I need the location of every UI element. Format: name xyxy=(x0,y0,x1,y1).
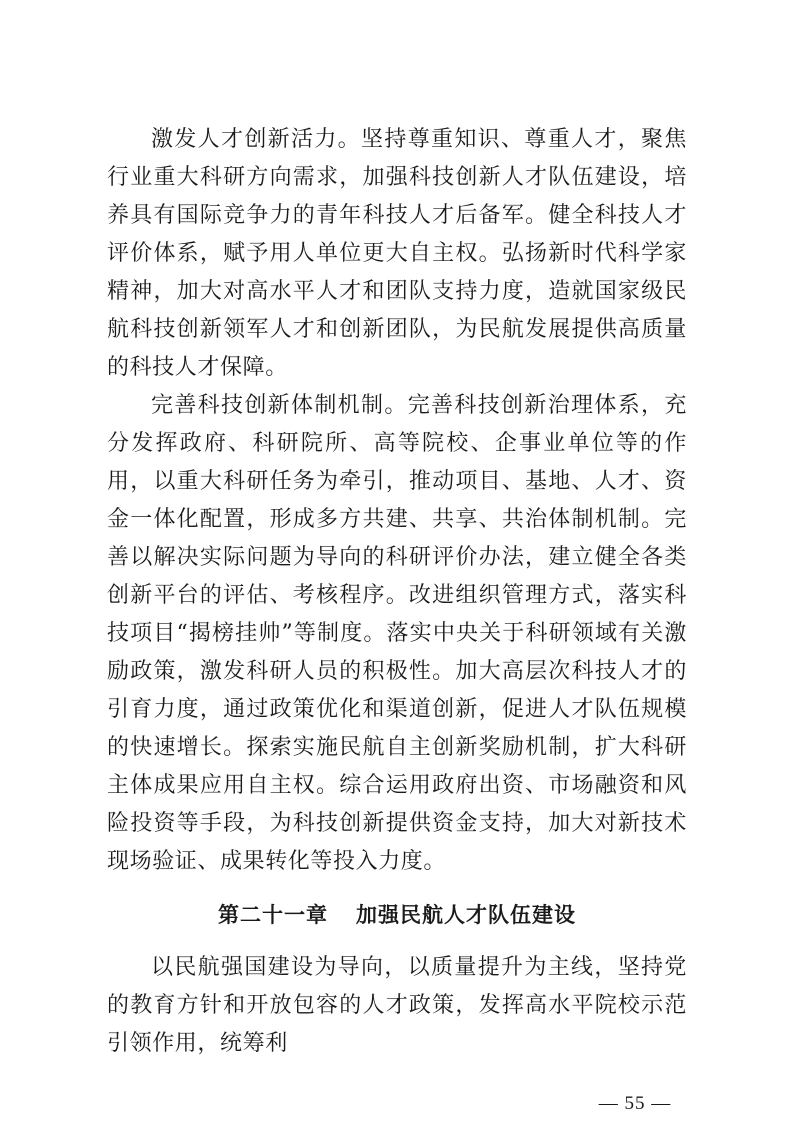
chapter-number: 第二十一章 xyxy=(218,903,328,927)
chapter-heading xyxy=(107,898,687,932)
paragraph-chapter-intro: 以民航强国建设为导向，以质量提升为主线，坚持党的教育方针和开放包容的人才政策，发挥高水平院校示范引领作用，统筹利 xyxy=(107,955,687,1056)
paragraph-tech-system-reform: 完善科技创新体制机制。完善科技创新治理体系，充分发挥政府、科研院所、高等院校、企事业单位等的作用，以重大科研任务为牵引，推动项目、基地、人才、资金一体化配置，形成多方共建、共享、共治体制机制。完善以解决实际问题为导向的科研评价办法，建立健全各类创新平台的评估、考核程序。改进组织管理方式，落实科技项目“揭榜挂帅”等制度。落实中央关于科研领域有关激励政策，激发科研人员的积极性。加大高层次科技人才的引育力度，通过政策优化和渠道创新，促进人才队伍规模的快速增长。探索实施民航自主创新奖励机制，扩大科研主体成果应用自主权。综合运用政府出资、市场融资和风险投资等手段，为科技创新提供资金支持，加大对新技术现场验证、成果转化等投入力度。 xyxy=(107,393,687,874)
chapter-title: 加强民航人才队伍建设 xyxy=(356,903,576,927)
page-body xyxy=(107,121,687,1063)
page-number: — 55 — xyxy=(598,1093,672,1114)
paragraph-talent-innovation: 激发人才创新活力。坚持尊重知识、尊重人才，聚焦行业重大科研方向需求，加强科技创新人才队伍建设，培养具有国际竞争力的青年科技人才后备军。健全科技人才评价体系，赋予用人单位更大自主权。弘扬新时代科学家精神，加大对高水平人才和团队支持力度，造就国家级民航科技创新领军人才和创新团队，为民航发展提供高质量的科技人才保障。 xyxy=(107,127,687,380)
